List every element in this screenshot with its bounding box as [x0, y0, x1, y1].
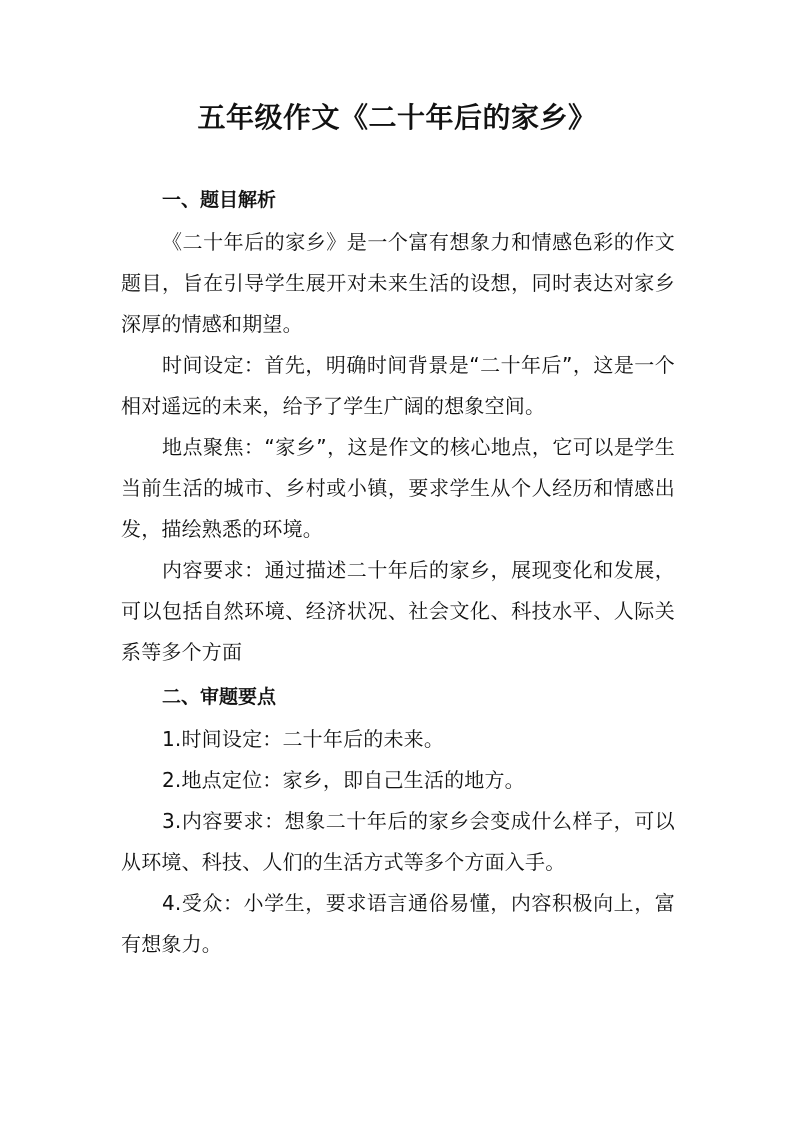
paragraph: 地点聚焦：“家乡”，这是作文的核心地点，它可以是学生当前生活的城市、乡村或小镇，要求学生从个人经历和情感出发，描绘熟悉的环境。: [121, 435, 675, 541]
list-item: 2.地点定位：家乡，即自己生活的地方。: [162, 768, 525, 792]
section-key-points: [121, 675, 675, 965]
document-title: 五年级作文《二十年后的家乡》: [197, 101, 597, 134]
paragraph: 《二十年后的家乡》是一个富有想象力和情感色彩的作文题目，旨在引导学生展开对未来生活的设想，同时表达对家乡深厚的情感和期望。: [121, 230, 675, 336]
list-item: 1.时间设定：二十年后的未来。: [162, 727, 445, 751]
section-analysis: [121, 178, 675, 673]
document-body: [121, 178, 675, 965]
section-heading: 二、审题要点: [162, 686, 277, 708]
paragraph: 内容要求：通过描述二十年后的家乡，展现变化和发展，可以包括自然环境、经济状况、社会文化、科技水平、人际关系等多个方面: [121, 558, 675, 664]
list-item: 3.内容要求：想象二十年后的家乡会变成什么样子，可以从环境、科技、人们的生活方式等多个方面入手。: [121, 809, 675, 874]
section-heading: 一、题目解析: [162, 189, 277, 211]
paragraph: 时间设定：首先，明确时间背景是“二十年后”，这是一个相对遥远的未来，给予了学生广阔的想象空间。: [121, 353, 675, 418]
list-item: 4.受众：小学生，要求语言通俗易懂，内容积极向上，富有想象力。: [121, 891, 675, 956]
